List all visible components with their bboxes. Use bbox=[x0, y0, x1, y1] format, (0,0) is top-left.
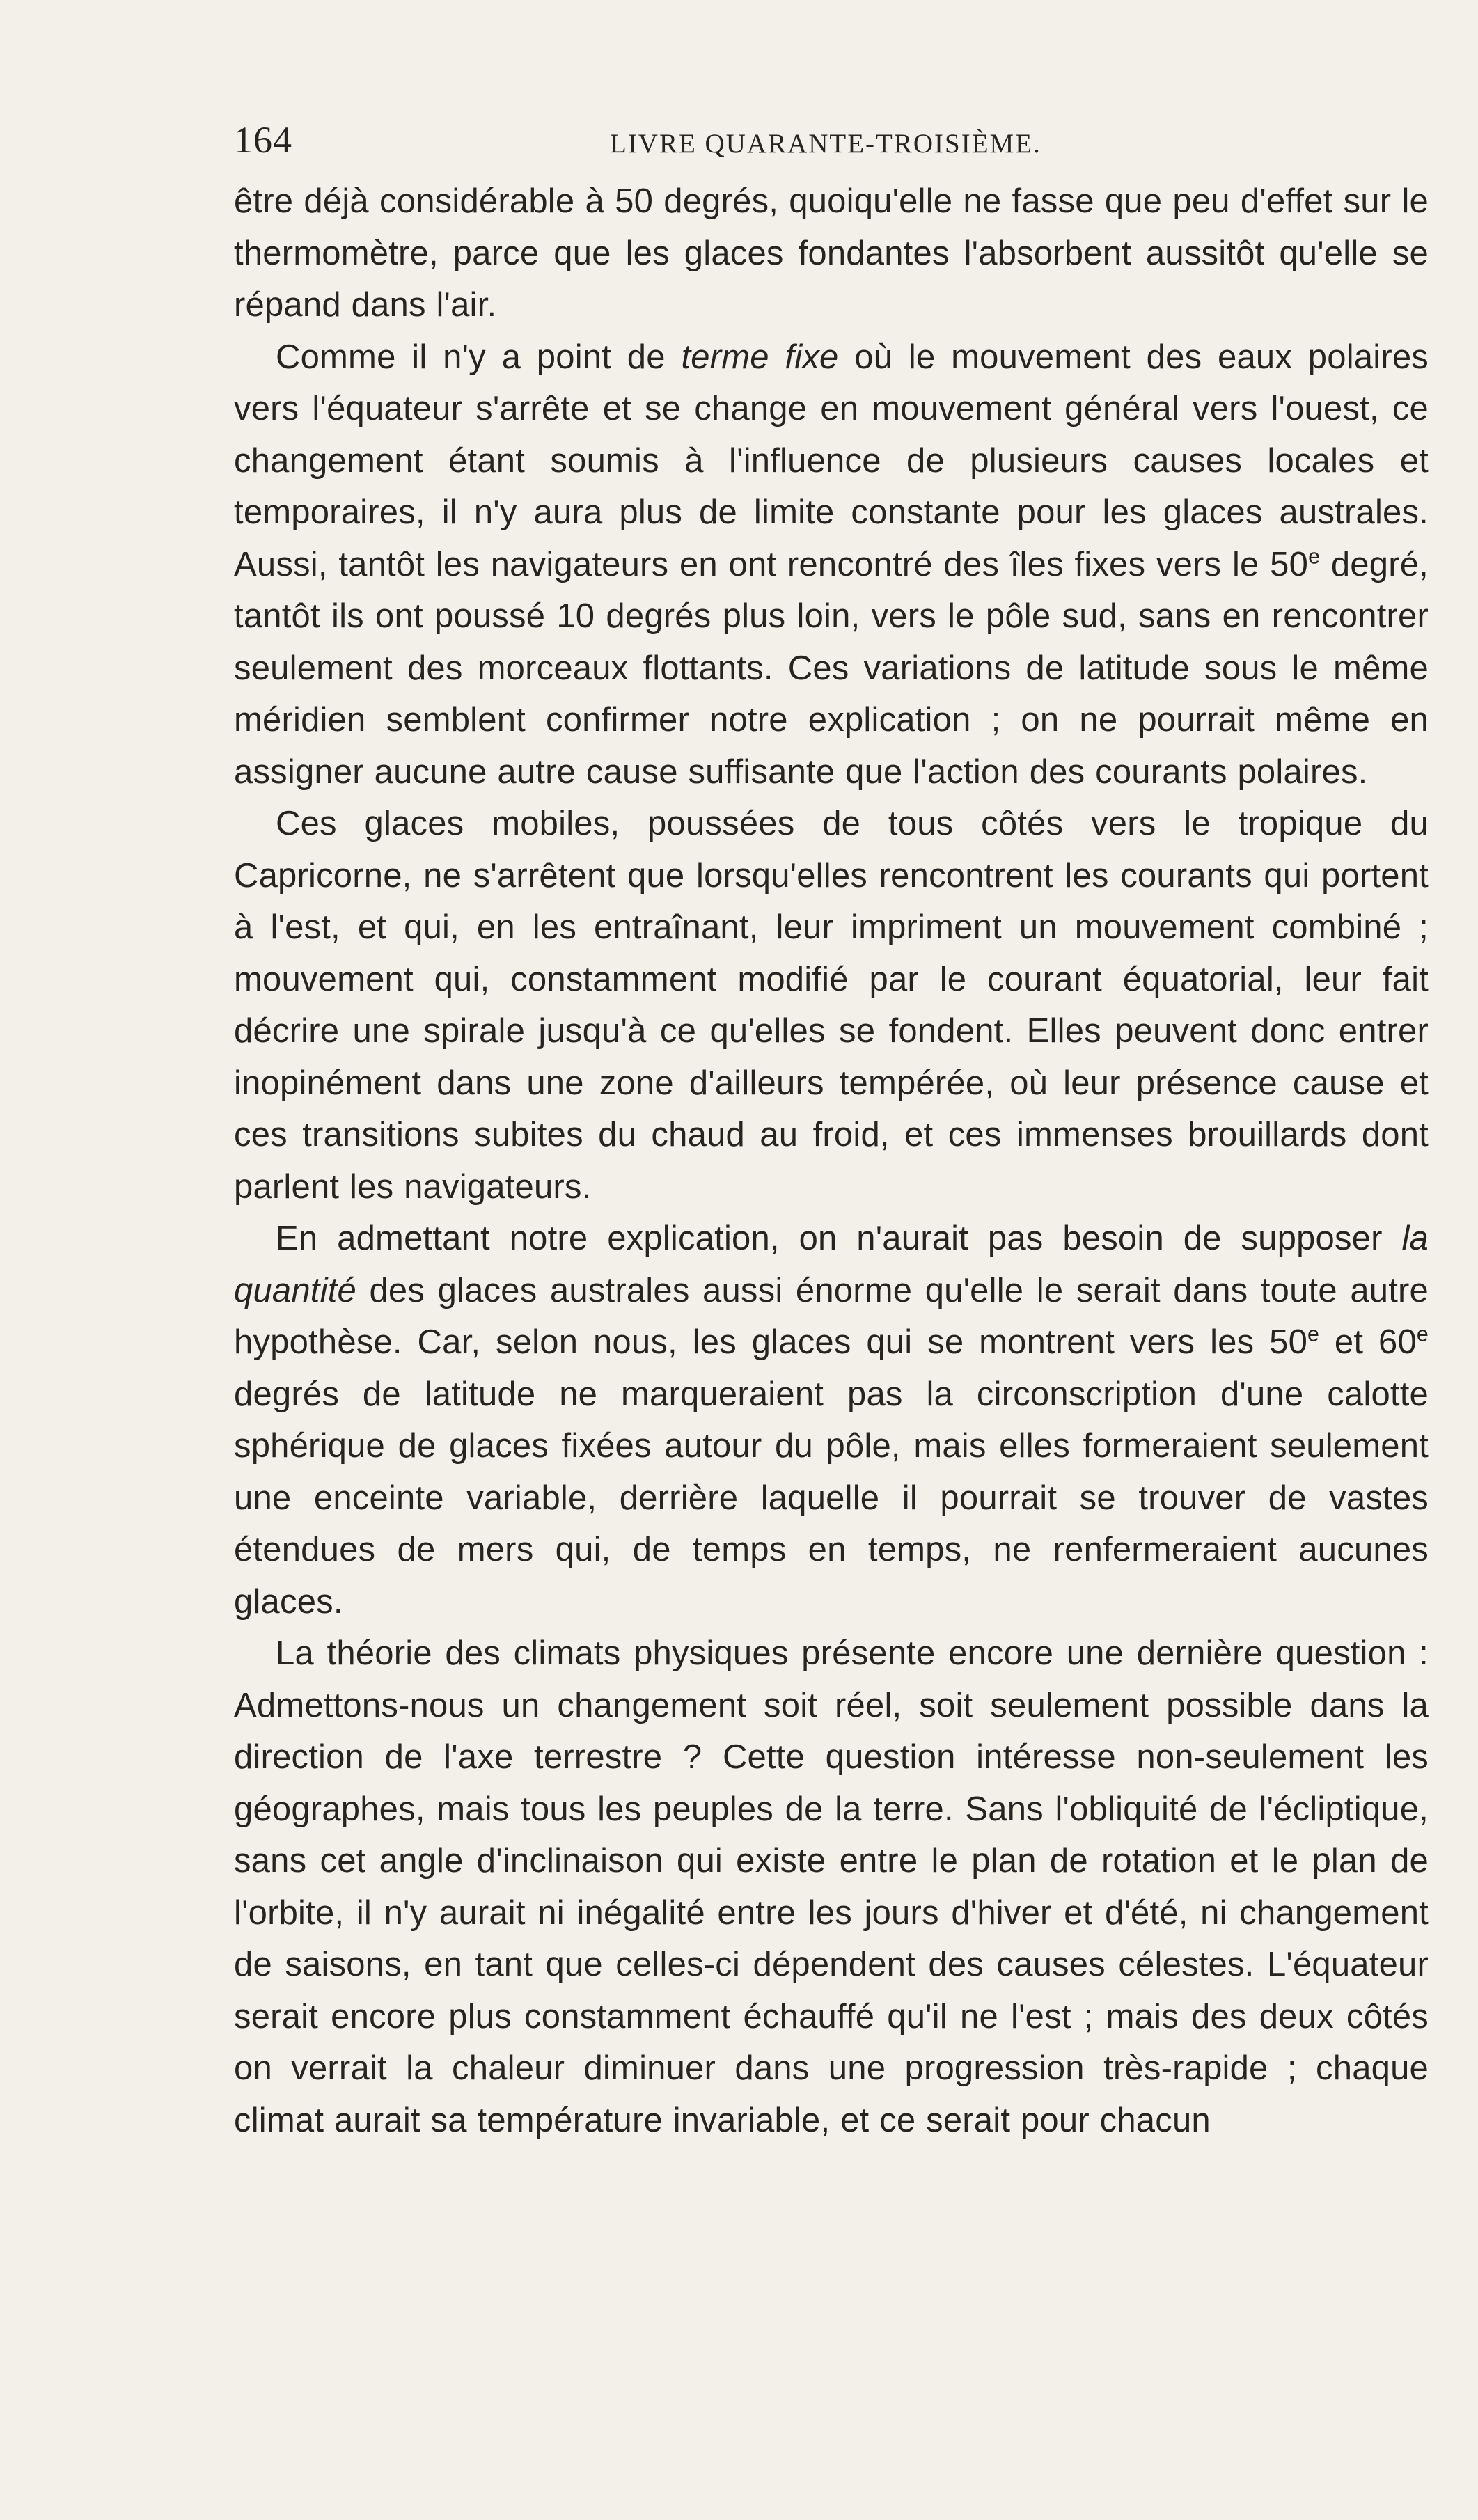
paragraph-4-part-4: degrés de latitude ne marqueraient pas la circonscription d'une calotte sphérique de glaces fixées autour du pôle, mais elles formeraient seulement une enceinte variable, derrière laquelle il pourrait se trouver de vastes étendues de mers qui, de temps en temps, ne renfermeraient aucunes glaces. bbox=[234, 1375, 1429, 1621]
paragraph-4-part-3: et 60 bbox=[1319, 1323, 1417, 1361]
page-header bbox=[234, 118, 1429, 160]
running-head: LIVRE QUARANTE-TROISIÈME. bbox=[610, 129, 1041, 159]
terme-fixe-emphasis: terme fixe bbox=[681, 338, 839, 376]
paragraph-2-part-1: Comme il n'y a point de bbox=[276, 338, 682, 376]
paragraph-4 bbox=[234, 1213, 1429, 1628]
paragraph-1 bbox=[234, 175, 1429, 331]
paragraph-4-superscript-1: e bbox=[1307, 1322, 1320, 1346]
paragraph-3 bbox=[234, 798, 1429, 1213]
page-number: 164 bbox=[234, 119, 292, 161]
paragraph-5-text: La théorie des climats physiques présente encore une dernière question : Admettons-nous un changement soit réel, soit seulement possible dans la direction de l'axe terrestre ? Cette question intéresse non-seulement les géographes, mais tous les peuples de la terre. Sans l'obliquité de l'écliptique, sans cet angle d'inclinaison qui existe entre le plan de rotation et le plan de l'orbite, il n'y aurait ni inégalité entre les jours d'hiver et d'été, ni changement de saisons, en tant que celles-ci dépendent des causes célestes. L'équateur serait encore plus constamment échauffé qu'il ne l'est ; mais des deux côtés on verrait la chaleur diminuer dans une progression très-rapide ; chaque climat aurait sa température invariable, et ce serait pour chacun bbox=[234, 1635, 1429, 2139]
paragraph-2-part-3: degré, tantôt ils ont poussé 10 degrés plus loin, vers le pôle sud, sans en rencontrer seulement des morceaux flottants. Ces variations de latitude sous le même méridien semblent confirmer notre explication ; on ne pourrait même en assigner aucune autre cause suffisante que l'action des courants polaires. bbox=[234, 545, 1429, 791]
paragraph-3-text: Ces glaces mobiles, poussées de tous côtés vers le tropique du Capricorne, ne s'arrêtent que lorsqu'elles rencontrent les courants qui portent à l'est, et qui, en les entraînant, leur impriment un mouvement combiné ; mouvement qui, constamment modifié par le courant équatorial, leur fait décrire une spirale jusqu'à ce qu'elles se fondent. Elles peuvent donc entrer inopinément dans une zone d'ailleurs tempérée, où leur présence cause et ces transitions subites du chaud au froid, et ces immenses brouillards dont parlent les navigateurs. bbox=[234, 805, 1429, 1206]
body-text bbox=[234, 175, 1429, 2146]
la-quantite-emphasis: la quantité bbox=[234, 1220, 1429, 1309]
paragraph-4-part-1: En admettant notre explication, on n'aurait pas besoin de supposer bbox=[276, 1220, 1402, 1257]
paragraph-4-part-2: des glaces australes aussi énorme qu'elle le serait dans toute autre hypothèse. Car, selon nous, les glaces qui se montrent vers les 50 bbox=[234, 1271, 1429, 1361]
paragraph-2 bbox=[234, 331, 1429, 798]
paragraph-2-part-2: où le mouvement des eaux polaires vers l'équateur s'arrête et se change en mouvement général vers l'ouest, ce changement étant soumis à l'influence de plusieurs causes locales et temporaires, il n'y aura plus de limite constante pour les glaces australes. Aussi, tantôt les navigateurs en ont rencontré des îles fixes vers le 50 bbox=[234, 338, 1429, 583]
paragraph-4-superscript-2: e bbox=[1416, 1322, 1429, 1346]
paragraph-2-superscript-1: e bbox=[1308, 544, 1321, 569]
paragraph-1-text: être déjà considérable à 50 degrés, quoiqu'elle ne fasse que peu d'effet sur le thermomètre, parce que les glaces fondantes l'absorbent aussitôt qu'elle se répand dans l'air. bbox=[234, 182, 1429, 324]
paragraph-5 bbox=[234, 1628, 1429, 2146]
